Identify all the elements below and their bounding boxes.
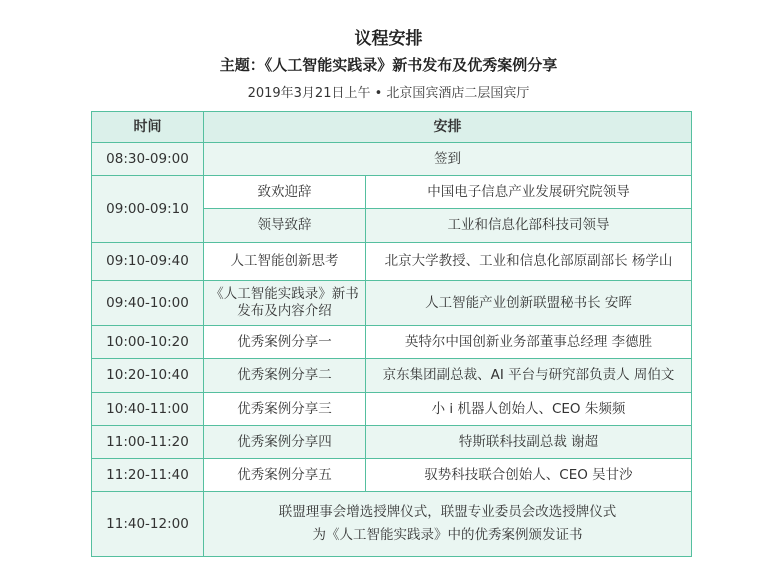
- row-speaker: 京东集团副总裁、AI 平台与研究部负责人 周伯文: [366, 359, 692, 393]
- row-topic: 《人工智能实践录》新书发布及内容介绍: [204, 281, 366, 326]
- ceremony-line: 为《人工智能实践录》中的优秀案例颁发证书: [312, 527, 583, 543]
- row-topic: 优秀案例分享三: [204, 393, 366, 426]
- row-time: 10:00-10:20: [92, 326, 204, 359]
- table-row: [92, 426, 692, 459]
- table-row: [92, 359, 692, 393]
- row-topic: 人工智能创新思考: [204, 243, 366, 281]
- page-subtitle: 主题：《人工智能实践录》新书发布及优秀案例分享: [219, 56, 558, 74]
- table-header-row: [92, 112, 692, 143]
- row-speaker: 北京大学教授、工业和信息化部原副部长 杨学山: [366, 243, 692, 281]
- row-topic: 优秀案例分享一: [204, 326, 366, 359]
- row-time: 11:20-11:40: [92, 459, 204, 492]
- header-schedule: 安排: [204, 112, 692, 143]
- row-time: 11:40-12:00: [92, 492, 204, 557]
- row-topic: 优秀案例分享四: [204, 426, 366, 459]
- header-time: 时间: [92, 112, 204, 143]
- table-row: [92, 143, 692, 176]
- row-speaker: 驭势科技联合创始人、CEO 吴甘沙: [366, 459, 692, 492]
- row-topic: 领导致辞: [204, 209, 366, 243]
- row-time: 09:10-09:40: [92, 243, 204, 281]
- table-row: [92, 492, 692, 557]
- table-row: [92, 326, 692, 359]
- row-time: 09:00-09:10: [92, 176, 204, 243]
- row-speaker: 特斯联科技副总裁 谢超: [366, 426, 692, 459]
- row-topic: 优秀案例分享二: [204, 359, 366, 393]
- row-speaker: 英特尔中国创新业务部董事总经理 李德胜: [366, 326, 692, 359]
- table-row: [92, 176, 692, 209]
- agenda-table: [91, 111, 692, 557]
- row-speaker: 人工智能产业创新联盟秘书长 安晖: [366, 281, 692, 326]
- row-time: 10:20-10:40: [92, 359, 204, 393]
- table-row: [92, 393, 692, 426]
- table-row: [92, 243, 692, 281]
- row-full: 签到: [204, 143, 692, 176]
- row-topic: 优秀案例分享五: [204, 459, 366, 492]
- row-topic: 致欢迎辞: [204, 176, 366, 209]
- table-row: [92, 281, 692, 326]
- row-time: 08:30-09:00: [92, 143, 204, 176]
- event-date-venue: 2019年3月21日上午 • 北京国宾酒店二层国宾厅: [247, 86, 530, 101]
- ceremony-line: 联盟理事会增选授牌仪式，联盟专业委员会改选授牌仪式: [278, 504, 617, 520]
- row-time: 09:40-10:00: [92, 281, 204, 326]
- row-time: 10:40-11:00: [92, 393, 204, 426]
- row-speaker: 工业和信息化部科技司领导: [366, 209, 692, 243]
- page-title: 议程安排: [354, 29, 423, 49]
- row-speaker: 中国电子信息产业发展研究院领导: [366, 176, 692, 209]
- row-ceremony: [204, 492, 692, 557]
- table-row: [92, 459, 692, 492]
- row-speaker: 小 i 机器人创始人、CEO 朱频频: [366, 393, 692, 426]
- row-time: 11:00-11:20: [92, 426, 204, 459]
